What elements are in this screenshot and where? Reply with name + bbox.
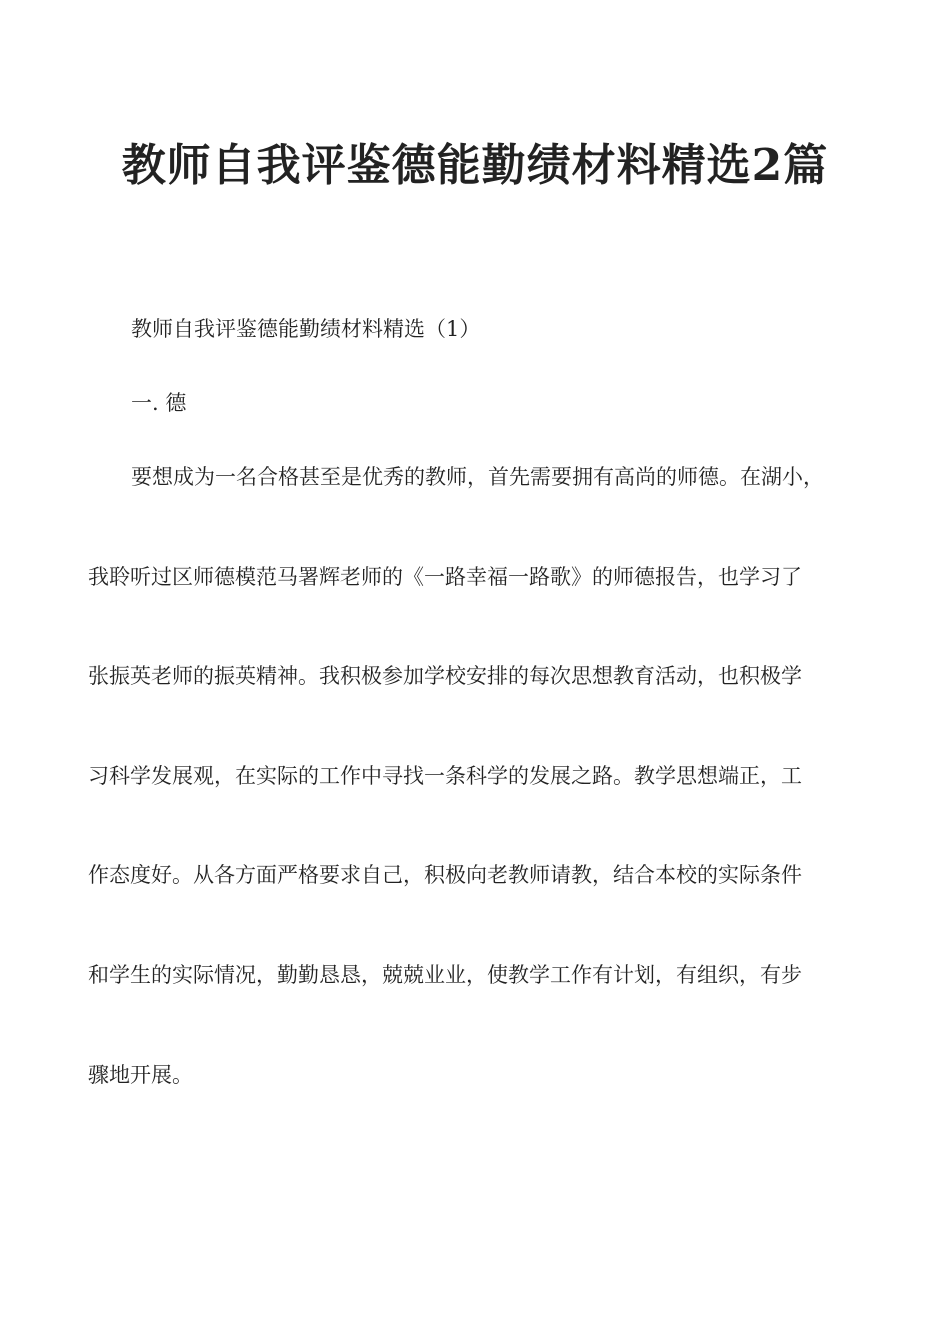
section-heading: 一. 德 — [131, 391, 187, 415]
document-title: 教师自我评鉴德能勤绩材料精选2篇 — [121, 140, 829, 191]
section-subtitle: 教师自我评鉴德能勤绩材料精选（1） — [131, 317, 481, 341]
paragraph-line: 我聆听过区师德模范马署辉老师的《一路幸福一路歌》的师德报告，也学习了 — [88, 565, 802, 589]
paragraph-line: 骤地开展。 — [88, 1063, 193, 1087]
paragraph-line: 作态度好。从各方面严格要求自己，积极向老教师请教，结合本校的实际条件 — [88, 863, 802, 887]
paragraph-line: 和学生的实际情况，勤勤恳恳，兢兢业业，使教学工作有计划，有组织，有步 — [88, 963, 802, 987]
paragraph-line: 习科学发展观，在实际的工作中寻找一条科学的发展之路。教学思想端正，工 — [88, 764, 802, 788]
paragraph-line: 要想成为一名合格甚至是优秀的教师，首先需要拥有高尚的师德。在湖小， — [131, 465, 824, 489]
paragraph-line: 张振英老师的振英精神。我积极参加学校安排的每次思想教育活动，也积极学 — [88, 664, 802, 688]
